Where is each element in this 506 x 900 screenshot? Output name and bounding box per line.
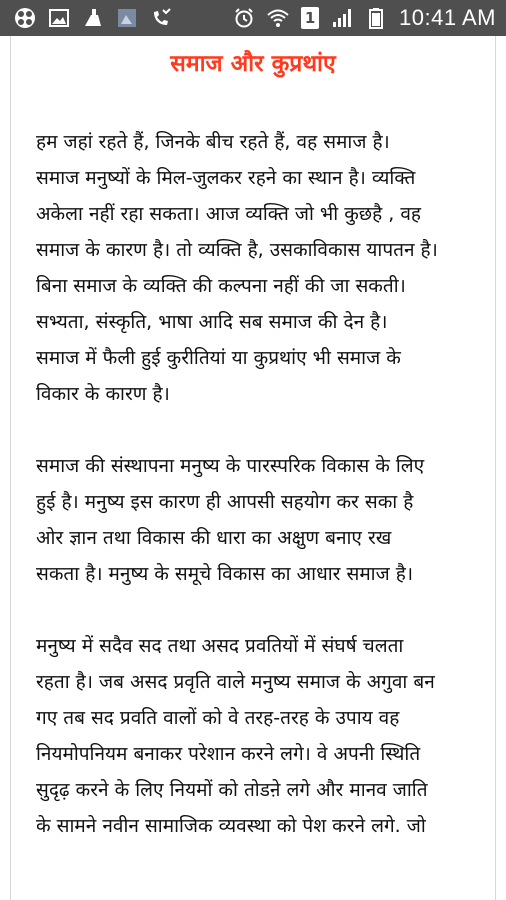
paragraph-line: रहता है। जब असद प्रवृति वाले मनुष्य समाज के अगुवा बन [36, 671, 435, 693]
system-icons [233, 5, 496, 31]
wifi-icon [267, 7, 289, 29]
pinwheel-icon [14, 7, 36, 29]
article-body [36, 124, 470, 844]
signal-icon [331, 7, 353, 29]
paragraph-line: हुई है। मनुष्य इस कारण ही आपसी सहयोग कर सका है [36, 491, 414, 513]
paragraph-line: विकार के कारण है। [36, 383, 170, 405]
paragraph-line: सभ्यता, संस्कृति, भाषा आदि सब समाज की देन है। [36, 311, 388, 333]
paragraph-line: मनुष्य में सदैव सद तथा असद प्रवतियों में संघर्ष चलता [36, 635, 404, 657]
paragraph-line: गए तब सद प्रवति वालों को वे तरह-तरह के उपाय वह [36, 707, 400, 729]
alarm-icon [233, 7, 255, 29]
article-title: समाज और कुप्रथांए [170, 51, 336, 77]
article-paragraph [36, 448, 470, 592]
article-paragraph [36, 124, 470, 412]
paragraph-line: अकेला नहीं रहा सकता। आज व्यक्ति जो भी कुछहै , वह [36, 203, 421, 225]
notification-icons [14, 7, 172, 29]
paragraph-line: सकता है। मनुष्य के समूचे विकास का आधार समाज है। [36, 563, 414, 585]
album-icon [116, 7, 138, 29]
clock: 10:41 AM [399, 5, 496, 30]
page-border-left [10, 36, 11, 900]
paragraph-line: समाज मनुष्यों के मिल-जुलकर रहने का स्थान है। व्यक्ति [36, 167, 416, 189]
article [0, 36, 506, 844]
paragraph-line: ओर ज्ञान तथा विकास की धारा का अक्षुण बनाए रख [36, 527, 392, 549]
image-icon [48, 7, 70, 29]
paragraph-line: हम जहां रहते हैं, जिनके बीच रहते हैं, वह समाज है। [36, 131, 390, 153]
page-border-right [495, 36, 496, 900]
cleaner-icon [82, 7, 104, 29]
paragraph-line: के सामने नवीन सामाजिक व्यवस्था को पेश करने लगे. जो [36, 815, 426, 837]
status-bar [0, 0, 506, 36]
paragraph-line: नियमोपनियम बनाकर परेशान करने लगे। वे अपनी स्थिति [36, 743, 421, 765]
missed-call-icon [150, 7, 172, 29]
paragraph-line: समाज की संस्थापना मनुष्य के पारस्परिक विकास के लिए [36, 455, 425, 477]
battery-icon [365, 7, 387, 29]
sim-icon: 1 [301, 7, 319, 29]
paragraph-line: समाज के कारण है। तो व्यक्ति है, उसकाविकास यापतन है। [36, 239, 438, 261]
paragraph-line: समाज में फैली हुई कुरीतियां या कुप्रथांए भी समाज के [36, 347, 401, 369]
paragraph-line: सुदृढ़ करने के लिए नियमों को तोडऩे लगे और मानव जाति [36, 779, 428, 801]
article-view[interactable] [0, 36, 506, 900]
paragraph-line: बिना समाज के व्यक्ति की कल्पना नहीं की जा सकती। [36, 275, 406, 297]
article-paragraph [36, 628, 470, 844]
